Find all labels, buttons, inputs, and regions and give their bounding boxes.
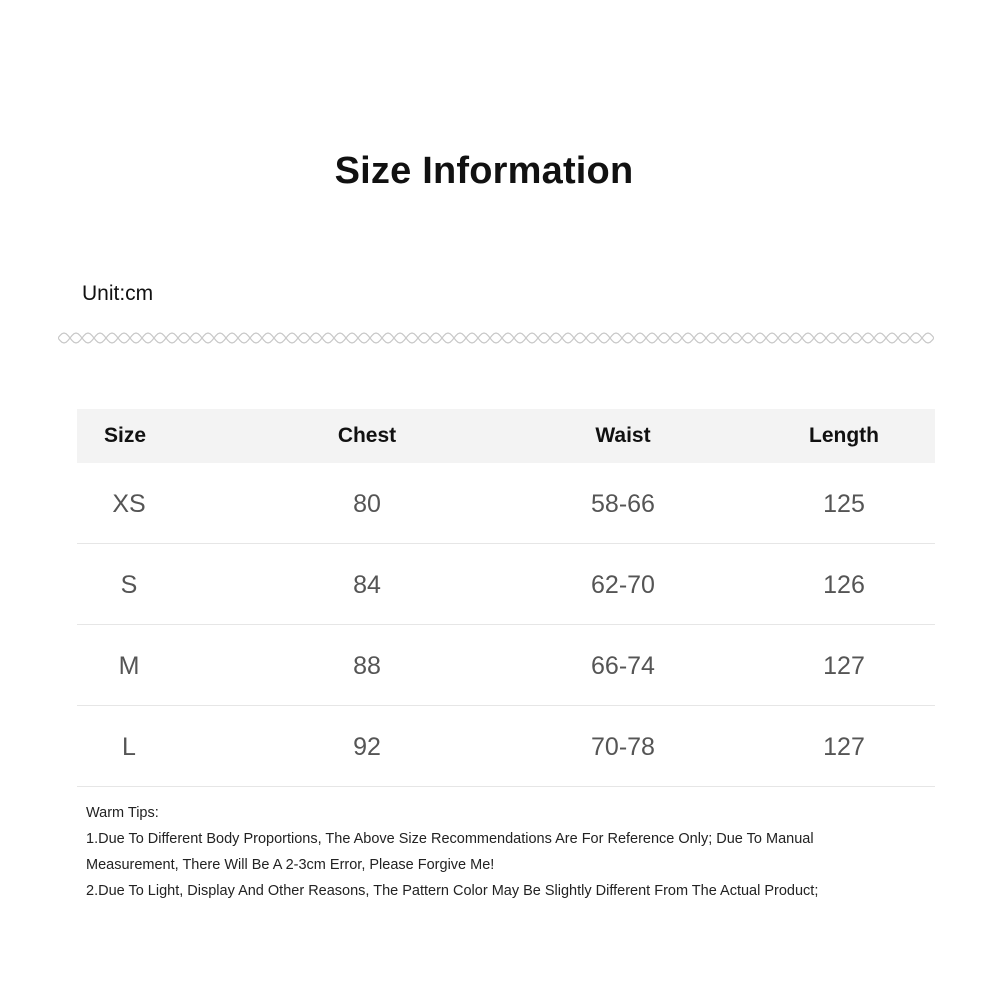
header-waist: Waist [595,424,651,447]
waist-cell: 66-74 [591,652,655,680]
chest-cell: 80 [353,490,381,518]
length-cell: 127 [823,733,865,761]
table-header-row [77,409,935,463]
tips-line: 2.Due To Light, Display And Other Reasons, The Pattern Color May Be Slightly Different From The Actual Product; [86,883,819,899]
waist-cell: 70-78 [591,733,655,761]
table-row [77,463,935,544]
size-cell: L [122,733,136,761]
size-cell: XS [112,490,146,518]
page-title: Size Information [334,150,634,192]
table-row [77,625,935,706]
size-table [77,409,935,787]
header-length: Length [809,424,879,447]
table-row [77,544,935,625]
header-size: Size [103,424,147,447]
length-cell: 127 [823,652,865,680]
tips-heading: Warm Tips: [86,805,159,821]
wave-divider [58,330,934,346]
length-cell: 126 [823,571,865,599]
header-chest: Chest [337,424,397,447]
waist-cell: 58-66 [591,490,655,518]
table-row [77,706,935,787]
chest-cell: 92 [353,733,381,761]
chest-cell: 88 [353,652,381,680]
size-cell: S [120,571,138,599]
waist-cell: 62-70 [591,571,655,599]
unit-label: Unit:cm [82,282,154,305]
warm-tips [86,800,906,904]
tips-line: Measurement, There Will Be A 2-3cm Error, Please Forgive Me! [86,857,495,873]
size-cell: M [118,652,140,680]
length-cell: 125 [823,490,865,518]
chest-cell: 84 [353,571,381,599]
tips-line: 1.Due To Different Body Proportions, The Above Size Recommendations Are For Reference Only; Due To Manual [86,831,814,847]
